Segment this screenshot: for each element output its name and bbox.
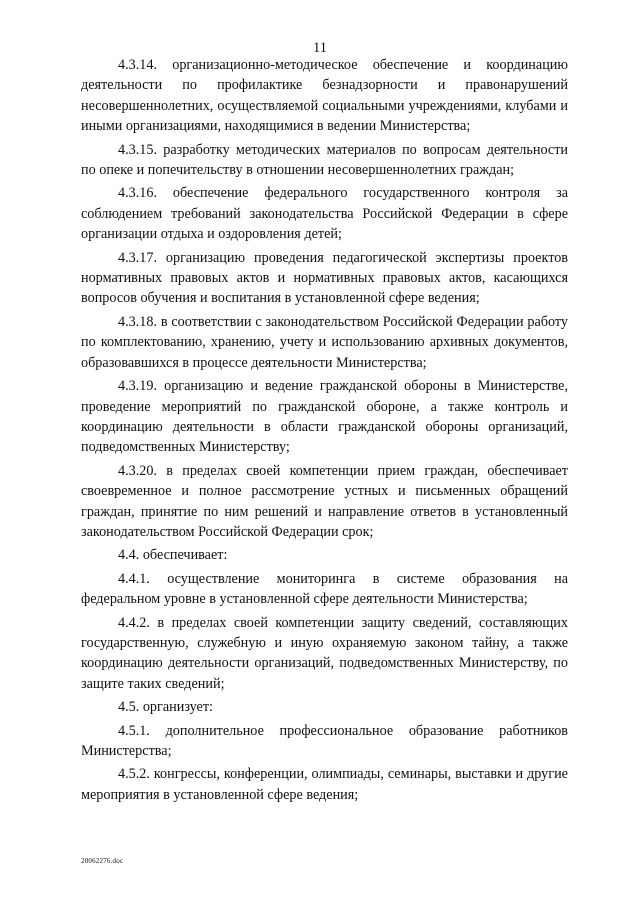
paragraph-4-5-2: 4.5.2. конгрессы, конференции, олимпиады, семинары, выставки и другие мероприятия в установленной сфере ведения;: [81, 766, 568, 803]
paragraph-4-5-1: 4.5.1. дополнительное профессиональное образование работников Министерства;: [81, 722, 568, 759]
paragraph-4-3-14: 4.3.14. организационно-методическое обеспечение и координацию деятельности по профилактике безнадзорности и правонарушений несовершеннолетних, осуществляемой социальными учреждениями, клубами и иными организациями, находящимися в ведении Министерства;: [81, 57, 568, 135]
paragraph-4-5: 4.5. организует:: [118, 699, 213, 716]
paragraph-4-3-19: 4.3.19. организацию и ведение гражданской обороны в Министерстве, проведение мероприятий по гражданской обороне, а также контроль и координацию деятельности в области гражданской обороны организаций, подведомственных Министерству;: [81, 378, 568, 456]
paragraph-4-3-20: 4.3.20. в пределах своей компетенции прием граждан, обеспечивает своевременное и полное рассмотрение устных и письменных обращений граждан, принятие по ним решений и направление ответов в установленный законодательством Российской Федерации срок;: [81, 462, 568, 540]
paragraph-4-4-1: 4.4.1. осуществление мониторинга в системе образования на федеральном уровне в установленной сфере деятельности Министерства;: [81, 570, 568, 608]
paragraph-4-3-16: 4.3.16. обеспечение федерального государственного контроля за соблюдением требований законодательства Российской Федерации в сфере организации отдыха и оздоровления детей;: [81, 185, 568, 243]
paragraph-4-4-2: 4.4.2. в пределах своей компетенции защиту сведений, составляющих государственную, служебную и иную охраняемую законом тайну, а также координацию деятельности организаций, подведомственных Министерству, по защите таких сведений;: [81, 614, 568, 692]
paragraph-4-4: 4.4. обеспечивает:: [118, 547, 228, 564]
document-filename: 28062276.doc: [81, 857, 124, 865]
paragraph-4-3-15: 4.3.15. разработку методических материалов по вопросам деятельности по опеке и попечительству в отношении несовершеннолетних граждан;: [81, 141, 568, 179]
paragraph-4-3-18: 4.3.18. в соответствии с законодательством Российской Федерации работу по комплектованию, хранению, учету и использованию архивных документов, образовавшихся в процессе деятельности Министерства;: [81, 313, 568, 371]
page-number: 11: [313, 40, 327, 56]
document-body: [81, 55, 568, 808]
paragraph-4-3-17: 4.3.17. организацию проведения педагогической экспертизы проектов нормативных правовых актов и нормативных правовых актов, касающихся вопросов обучения и воспитания в установленной сфере ведения;: [81, 249, 568, 307]
